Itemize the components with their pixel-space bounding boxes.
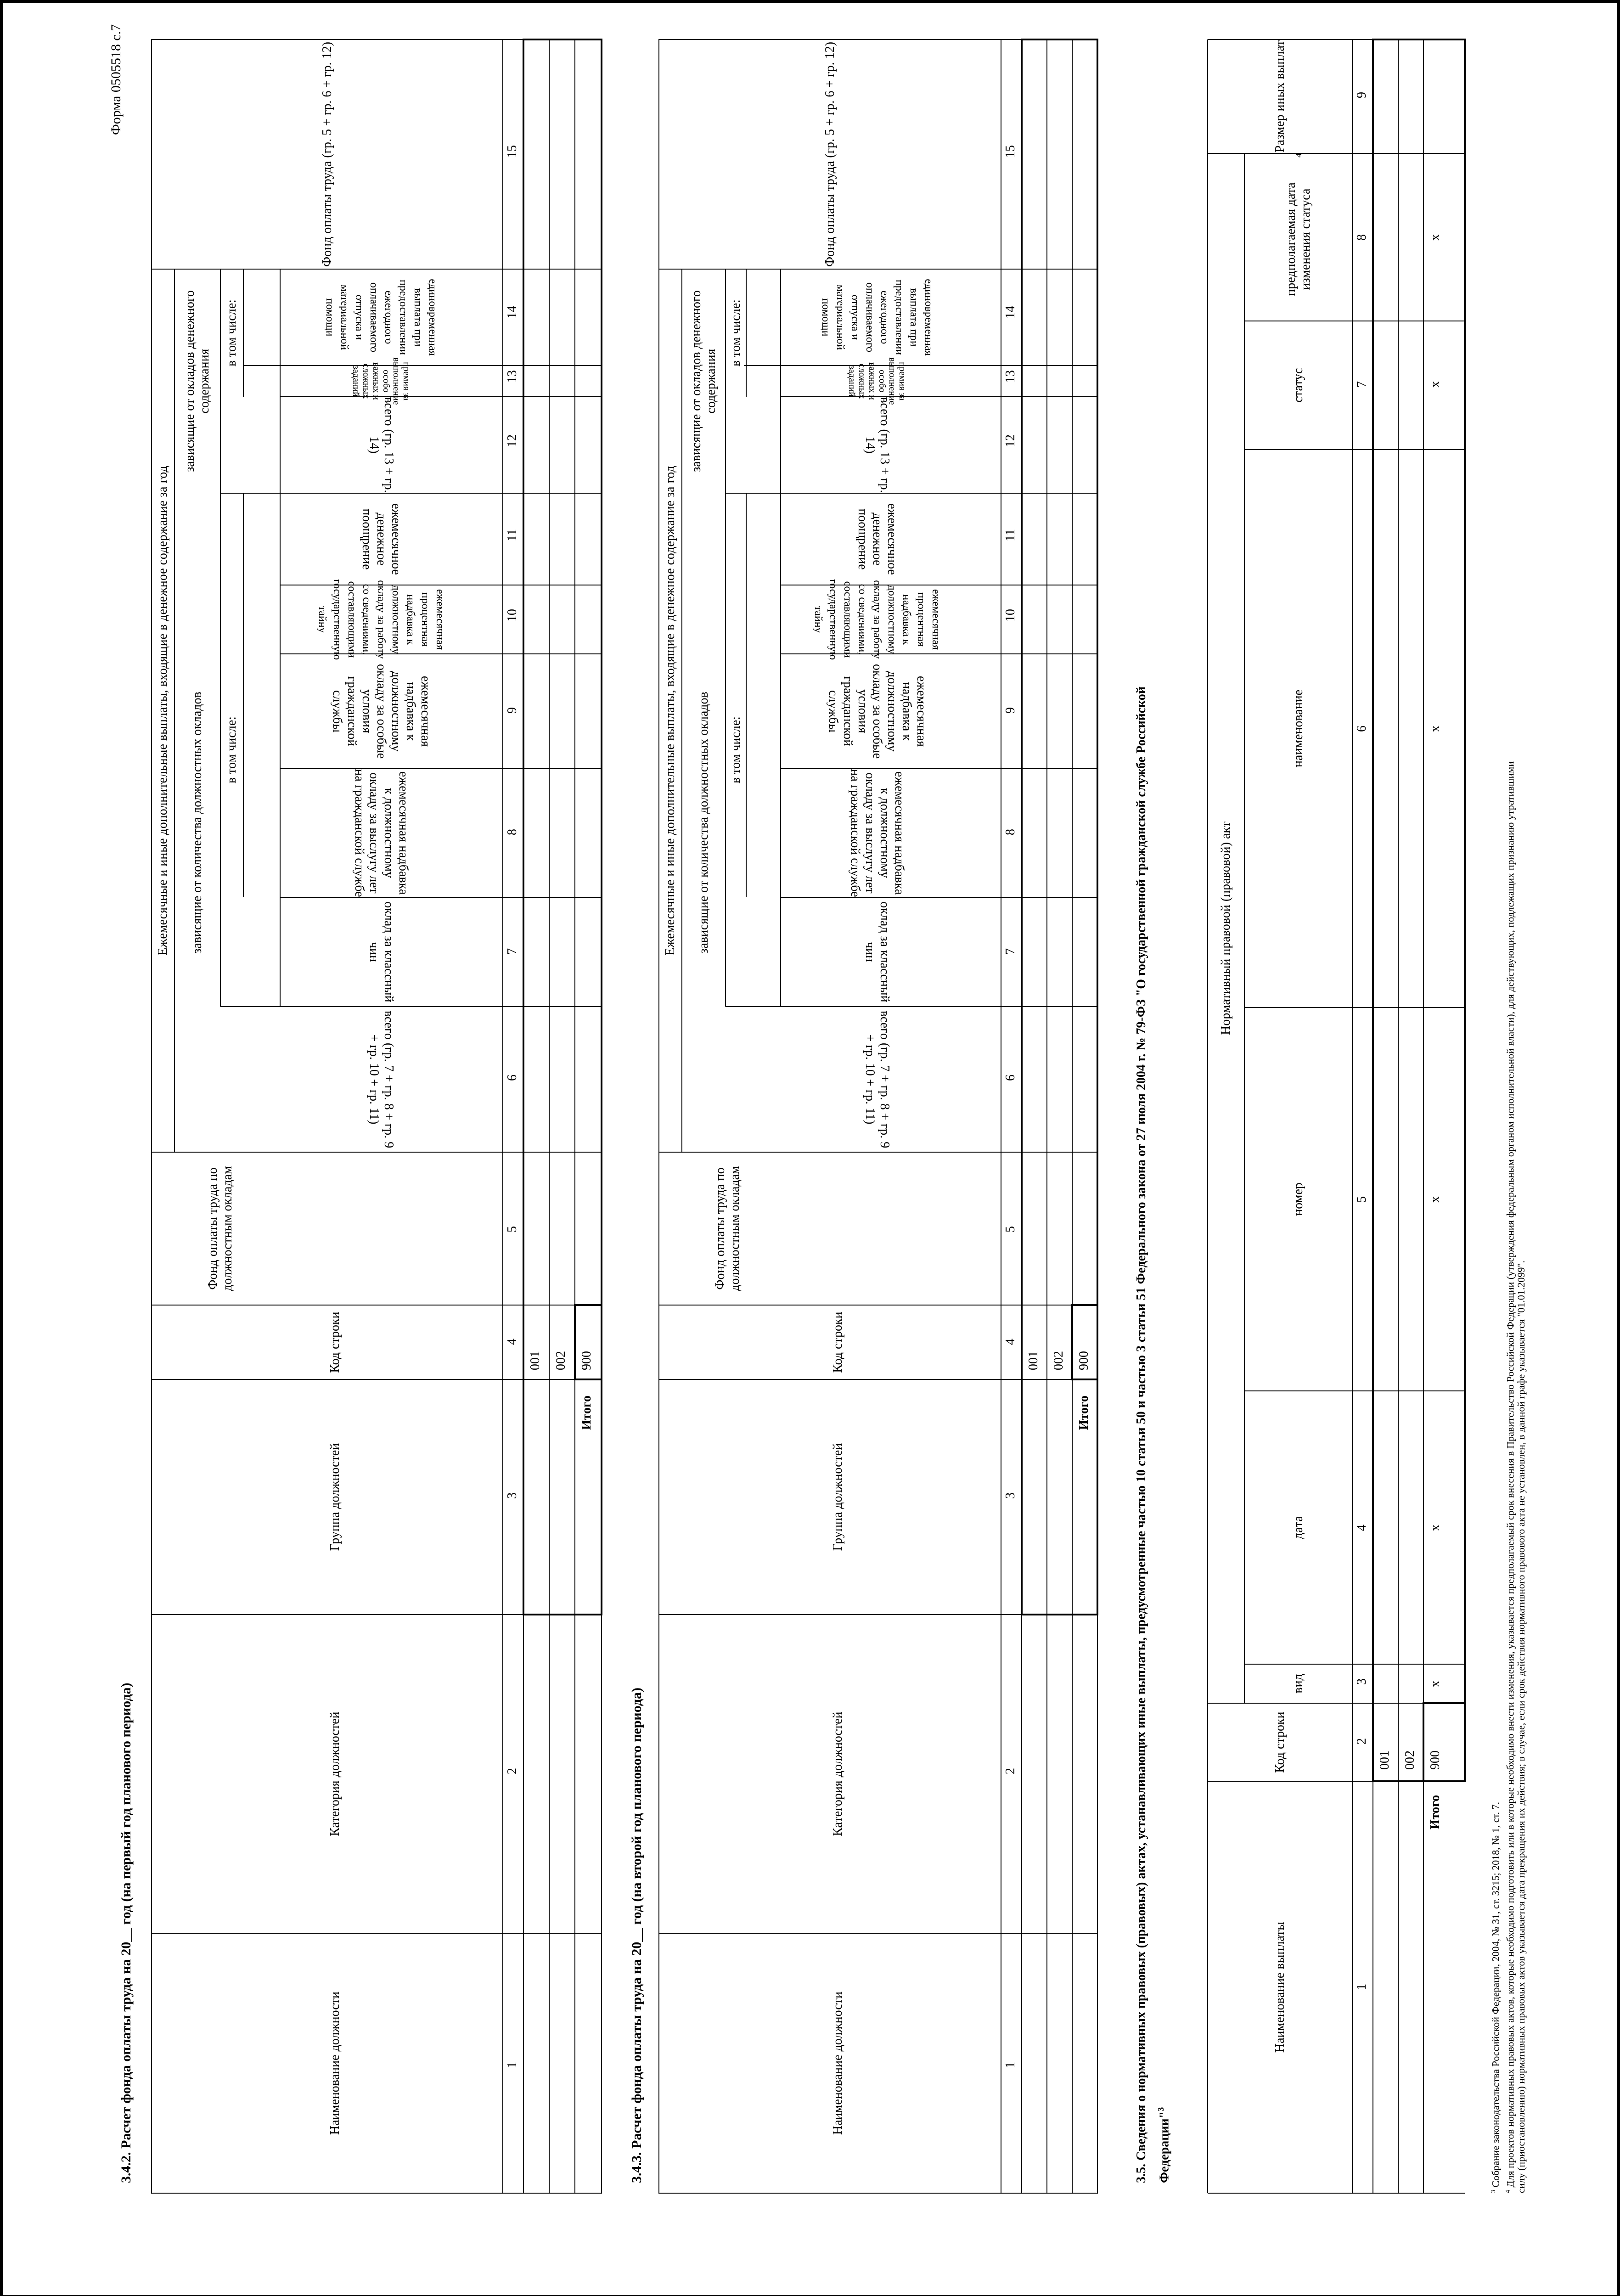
column-number: 15 xyxy=(1003,145,1018,158)
hdr-dep-count: зависящие от количества должностных окладов xyxy=(696,692,711,954)
footnote-4-line1: $^4$ Для проектов нормативных правовых актов, которые необходимо подготовить или в которые необходимо внести изменения, указывается предполагаемый срок внесения в Правительство Российской Федерации (утверждения федеральным органом исполнительной власти), для действующих, подлежащих признанию утратившими xyxy=(1504,761,1516,2193)
total-label: Итого xyxy=(1428,1795,1442,1829)
column-number: 6 xyxy=(505,1075,519,1081)
hdr-group: Группа должностей xyxy=(831,1443,845,1551)
hdr-total-2: всего (гр. 13 + гр. 14) xyxy=(367,397,396,493)
hdr-code: Код строки xyxy=(328,1311,342,1373)
hdr-col-14: единовременная выплата при предоставлении ежегодного оплачиваемого отпуска и материальной помощи xyxy=(820,279,934,356)
hdr-in-that-number-2: в том числе: xyxy=(728,299,743,366)
column-number: 14 xyxy=(505,306,519,319)
hdr-col-10: ежемесячная процентная надбавка к должностному окладу за работу со сведениями, составляющими государственную тайну xyxy=(812,579,942,660)
hdr-total-1: всего (гр. 7 + гр. 8 + гр. 9 + гр. 10 + гр. 11) xyxy=(367,1010,396,1148)
x-status: x xyxy=(1428,381,1442,388)
hdr-kind: вид xyxy=(1291,1674,1305,1694)
hdr-in-that-number: в том числе: xyxy=(728,716,743,783)
hdr-fund-salary: Фонд оплаты труда по должностным окладам xyxy=(206,1166,235,1291)
column-number: 6 xyxy=(1355,726,1369,732)
hdr-in-that-number: в том числе: xyxy=(225,716,239,783)
footnote-3: $^3$ Собрание законодательства Российской Федерации, 2004, № 31, ст. 3215; 2018, № 1, ст. 7. xyxy=(1490,1802,1502,2193)
column-number: 15 xyxy=(505,145,519,158)
column-number: 1 xyxy=(505,2062,519,2068)
hdr-status: статус xyxy=(1291,368,1305,403)
hdr-col-7: оклад за классный чин xyxy=(367,901,396,1002)
code-002: 002 xyxy=(1052,1351,1066,1370)
hdr-payment-name: Наименование выплаты xyxy=(1272,1921,1287,2053)
column-number: 7 xyxy=(505,948,519,955)
footnote-4-line2: силу (приостановлению) нормативных правовых актов указывается дата прекращения их действия; в случае, если срок действия нормативного правового акта не установлен, в данной графе указывается "01.01.2099". xyxy=(1515,1261,1527,2193)
hdr-date: дата xyxy=(1291,1516,1305,1539)
code-001: 001 xyxy=(1378,1750,1392,1770)
column-number: 8 xyxy=(1003,829,1018,835)
column-number: 9 xyxy=(1355,92,1369,98)
column-number: 3 xyxy=(1003,1492,1018,1499)
hdr-act: Нормативный правовой (правовой) акт xyxy=(1219,822,1233,1035)
hdr-dep-content: зависящие от окладов денежного содержания xyxy=(183,290,212,472)
column-number: 13 xyxy=(1003,370,1018,383)
column-number: 1 xyxy=(1003,2062,1018,2068)
hdr-col-15: Фонд оплаты труда (гр. 5 + гр. 6 + гр. 12) xyxy=(822,42,837,267)
column-number: 3 xyxy=(1355,1678,1369,1685)
column-number: 2 xyxy=(1003,1768,1018,1774)
hdr-col-13: премия за выполнение особо важных и сложных заданий xyxy=(351,357,411,405)
column-number: 5 xyxy=(505,1226,519,1232)
column-number: 9 xyxy=(1003,707,1018,714)
hdr-total-2: всего (гр. 13 + гр. 14) xyxy=(863,397,892,493)
x-act-name: x xyxy=(1428,726,1442,732)
hdr-monthly-group: Ежемесячные и иные дополнительные выплаты, входящие в денежное содержание за год xyxy=(156,466,170,956)
total-label: Итого xyxy=(579,1395,594,1430)
column-number: 1 xyxy=(1355,1984,1369,1990)
column-number: 14 xyxy=(1003,306,1018,319)
hdr-in-that-number-2: в том числе: xyxy=(225,299,239,366)
column-number: 5 xyxy=(1003,1226,1018,1232)
column-number: 3 xyxy=(505,1492,519,1499)
hdr-col-9: ежемесячная надбавка к должностному окладу за особые условия гражданской службы xyxy=(330,664,433,759)
column-number: 9 xyxy=(505,707,519,714)
hdr-dep-count: зависящие от количества должностных окладов xyxy=(190,692,204,954)
column-number: 8 xyxy=(505,829,519,835)
hdr-position-name: Наименование должности xyxy=(328,1992,342,2135)
column-number: 6 xyxy=(1003,1075,1018,1081)
hdr-fund-salary: Фонд оплаты труда по должностным окладам xyxy=(713,1166,742,1291)
x-change-date: x xyxy=(1428,234,1442,241)
column-number: 11 xyxy=(1003,529,1018,541)
hdr-category: Категория должностей xyxy=(831,1711,845,1836)
column-number: 4 xyxy=(1003,1339,1018,1345)
total-label: Итого xyxy=(1077,1395,1091,1430)
hdr-monthly-group: Ежемесячные и иные дополнительные выплаты, входящие в денежное содержание за год xyxy=(663,466,677,956)
column-number: 12 xyxy=(505,434,519,447)
hdr-col-9: ежемесячная надбавка к должностному окладу за особые условия гражданской службы xyxy=(826,664,928,759)
column-number: 11 xyxy=(505,529,519,541)
hdr-act-name: наименование xyxy=(1291,689,1305,768)
column-number: 2 xyxy=(1355,1738,1369,1745)
hdr-col-13: премия за выполнение особо важных и сложных заданий xyxy=(847,357,907,405)
section-342-title: 3.4.2. Расчет фонда оплаты труда на 20__ год (на первый год планового периода) xyxy=(118,1683,134,2183)
column-number: 10 xyxy=(1003,609,1018,622)
hdr-category: Категория должностей xyxy=(328,1711,342,1836)
hdr-position-name: Наименование должности xyxy=(831,1992,845,2135)
section-35-title-line2: Федерации"$^3$ xyxy=(1156,2107,1172,2183)
hdr-col-8: ежемесячная надбавка к должностному окладу за выслугу лет на гражданской службе xyxy=(352,769,411,897)
section-343-title: 3.4.3. Расчет фонда оплаты труда на 20__ год (на второй год планового периода) xyxy=(629,1687,644,2183)
column-number: 4 xyxy=(505,1339,519,1345)
x-kind: x xyxy=(1428,1681,1442,1687)
hdr-group: Группа должностей xyxy=(328,1443,342,1551)
hdr-code: Код строки xyxy=(1272,1711,1287,1773)
hdr-col-7: оклад за классный чин xyxy=(863,901,892,1002)
code-900: 900 xyxy=(579,1351,594,1370)
column-number: 5 xyxy=(1355,1196,1369,1203)
column-number: 10 xyxy=(505,609,519,622)
column-number: 4 xyxy=(1355,1525,1369,1531)
code-900: 900 xyxy=(1428,1750,1442,1770)
hdr-col-11: ежемесячное денежное поощрение xyxy=(855,503,899,575)
hdr-total-1: всего (гр. 7 + гр. 8 + гр. 9 + гр. 10 + гр. 11) xyxy=(863,1010,892,1148)
column-number: 8 xyxy=(1355,234,1369,241)
code-001: 001 xyxy=(528,1351,542,1370)
x-number: x xyxy=(1428,1196,1442,1203)
hdr-col-10: ежемесячная процентная надбавка к должностному окладу за работу со сведениями, составляющими государственную тайну xyxy=(316,579,446,660)
x-date: x xyxy=(1428,1525,1442,1531)
column-number: 2 xyxy=(505,1768,519,1774)
hdr-change-date: предполагаемая дата изменения статуса 4 xyxy=(1283,153,1313,296)
form-id: Форма 0505518 с.7 xyxy=(108,24,124,135)
hdr-col-11: ежемесячное денежное поощрение xyxy=(360,503,403,575)
column-number: 7 xyxy=(1355,381,1369,388)
column-number: 7 xyxy=(1003,948,1018,955)
hdr-dep-content: зависящие от окладов денежного содержания xyxy=(689,290,718,472)
hdr-number: номер xyxy=(1291,1182,1305,1216)
code-001: 001 xyxy=(1026,1351,1041,1370)
hdr-col-15: Фонд оплаты труда (гр. 5 + гр. 6 + гр. 12) xyxy=(320,42,334,267)
code-002: 002 xyxy=(1403,1750,1417,1770)
column-number: 12 xyxy=(1003,434,1018,447)
code-002: 002 xyxy=(554,1351,568,1370)
hdr-col-8: ежемесячная надбавка к должностному окладу за выслугу лет на гражданской службе xyxy=(848,769,906,897)
hdr-amount: Размер иных выплат xyxy=(1272,40,1287,153)
code-900: 900 xyxy=(1077,1351,1091,1370)
column-number: 13 xyxy=(505,370,519,383)
hdr-col-14: единовременная выплата при предоставлении ежегодного оплачиваемого отпуска и материальной помощи xyxy=(324,279,439,356)
hdr-code: Код строки xyxy=(831,1311,845,1373)
section-35-title-line1: 3.5. Сведения о нормативных правовых (правовых) актах, устанавливающих иные выплаты, предусмотренные частью 10 статьи 50 и частью 3 статьи 51 Федерального закона от 27 июля 2004 г. № 79-ФЗ "О государственной гражданской службе Российской xyxy=(1134,686,1148,2183)
